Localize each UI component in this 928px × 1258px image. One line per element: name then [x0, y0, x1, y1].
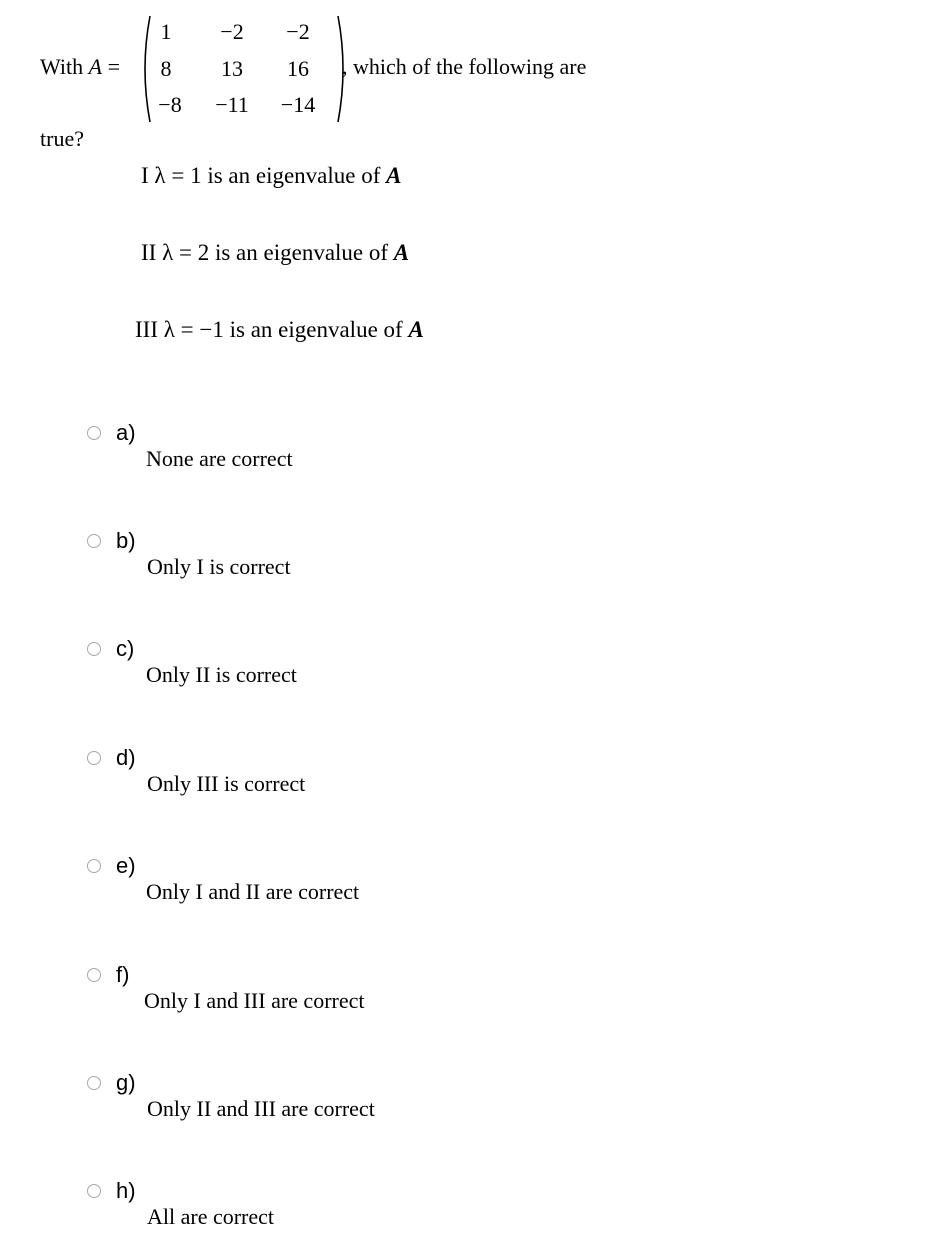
option-label[interactable]: Only II and III are correct — [147, 1096, 375, 1121]
option-radio-h[interactable] — [87, 1184, 101, 1198]
option-letter: h) — [116, 1178, 136, 1203]
statement-lambda: λ — [163, 317, 175, 342]
option-radio-a[interactable] — [87, 426, 101, 440]
option-letter: b) — [116, 528, 136, 553]
stem-with-text: With — [40, 54, 84, 79]
statement-text: is an eigenvalue of — [214, 240, 389, 265]
question-stem-prefix — [40, 54, 120, 80]
matrix-cell: −11 — [215, 92, 249, 117]
statement-text: is an eigenvalue of — [207, 163, 381, 188]
question-stem-continuation: true? — [40, 126, 84, 151]
matrix-cell: 1 — [160, 19, 172, 44]
matrix-A — [138, 14, 350, 124]
option-letter: d) — [116, 745, 136, 770]
option-letter: a) — [116, 420, 136, 445]
option-label[interactable]: Only II is correct — [146, 662, 297, 687]
statement-relation: = — [180, 317, 194, 342]
statement-relation: = — [171, 163, 185, 188]
statement-II — [141, 240, 409, 266]
statement-variable: A — [408, 317, 424, 342]
option-letter: f) — [116, 962, 130, 987]
option-label[interactable]: Only III is correct — [147, 771, 306, 796]
statement-numeral: III — [135, 317, 158, 342]
option-radio-f[interactable] — [87, 968, 101, 982]
statement-III — [135, 317, 424, 343]
option-label[interactable]: Only I is correct — [147, 554, 291, 579]
option-letter: c) — [116, 636, 135, 661]
matrix-cell: 8 — [160, 56, 172, 81]
option-radio-d[interactable] — [87, 751, 101, 765]
statement-numeral: I — [141, 163, 149, 188]
matrix-cell: −2 — [286, 19, 310, 44]
matrix-cell: −14 — [280, 92, 316, 117]
statement-value: −1 — [199, 317, 224, 342]
question-stem-suffix: , which of the following are — [342, 54, 587, 79]
option-radio-c[interactable] — [87, 642, 101, 656]
statement-lambda: λ — [162, 240, 174, 265]
matrix-cell: 13 — [221, 56, 243, 81]
matrix-cell: −8 — [158, 92, 182, 117]
statement-lambda: λ — [154, 163, 166, 188]
statement-numeral: II — [141, 240, 157, 265]
option-label[interactable]: Only I and II are correct — [146, 879, 360, 904]
statement-I — [141, 163, 401, 189]
option-radio-e[interactable] — [87, 859, 101, 873]
option-label[interactable]: Only I and III are correct — [144, 988, 365, 1013]
stem-equals: = — [107, 54, 120, 79]
statement-variable: A — [393, 240, 410, 265]
statement-variable: A — [386, 163, 402, 188]
option-label[interactable]: None are correct — [146, 446, 293, 471]
matrix-cell: −2 — [220, 19, 244, 44]
option-letter: e) — [116, 853, 136, 878]
matrix-cell: 16 — [287, 56, 309, 81]
statement-relation: = — [178, 240, 192, 265]
stem-variable: A — [88, 54, 103, 79]
statement-value: 1 — [190, 163, 202, 188]
option-label[interactable]: All are correct — [147, 1204, 275, 1229]
option-radio-g[interactable] — [87, 1076, 101, 1090]
statement-value: 2 — [197, 240, 210, 265]
option-radio-b[interactable] — [87, 534, 101, 548]
option-letter: g) — [116, 1070, 136, 1095]
statement-text: is an eigenvalue of — [229, 317, 403, 342]
